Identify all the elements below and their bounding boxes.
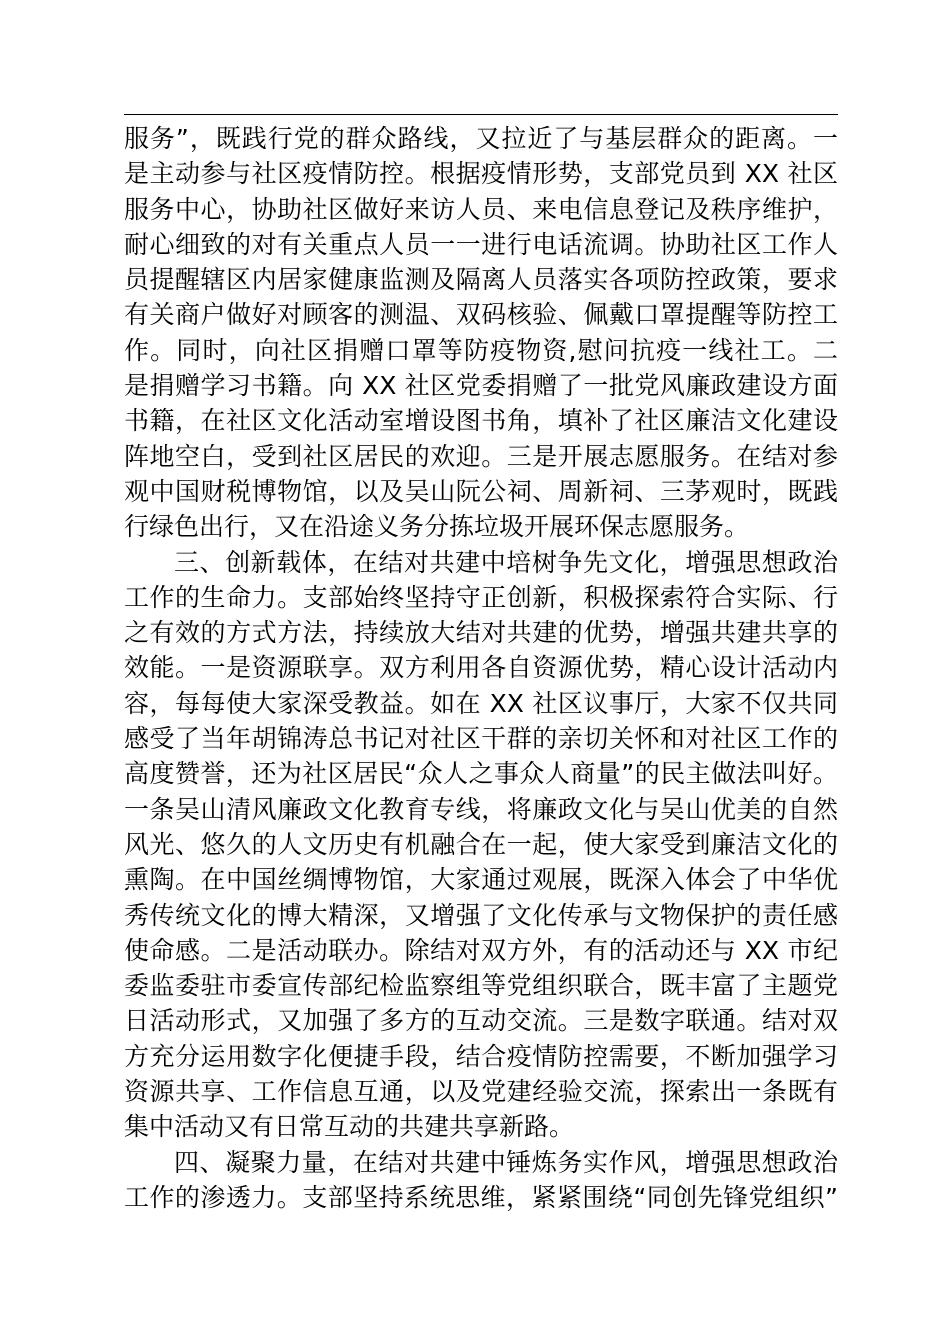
text-line: 日活动形式，又加强了多方的互动交流。三是数字联通。结对双 — [124, 1006, 838, 1036]
text-line: 服务中心，协助社区做好来访人员、来电信息登记及秩序维护， — [124, 194, 838, 224]
text-line: 是捐赠学习书籍。向 XX 社区党委捐赠了一批党风廉政建设方面 — [124, 371, 838, 401]
text-line: 行绿色出行，又在沿途义务分拣垃圾开展环保志愿服务。 — [124, 512, 750, 542]
text-line: 风光、悠久的人文历史有机融合在一起，使大家受到廉洁文化的 — [124, 829, 838, 859]
text-line: 容，每每使大家深受教益。如在 XX 社区议事厅，大家不仅共同 — [124, 688, 838, 718]
text-line: 有关商户做好对顾客的测温、双码核验、佩戴口罩提醒等防控工 — [124, 300, 838, 330]
text-line: 服务”，既践行党的群众路线，又拉近了与基层群众的距离。一 — [124, 124, 838, 153]
text-line: 熏陶。在中国丝绸博物馆，大家通过观展，既深入体会了中华优 — [124, 865, 838, 895]
text-line: 资源共享、工作信息互通，以及党建经验交流，探索出一条既有 — [124, 1077, 838, 1107]
text-line: 员提醒辖区内居家健康监测及隔离人员落实各项防控政策，要求 — [124, 265, 838, 295]
text-line: 耐心细致的对有关重点人员一一进行电话流调。协助社区工作人 — [124, 229, 838, 259]
text-line: 高度赞誉，还为社区居民“众人之事众人商量”的民主做法叫好。 — [124, 759, 838, 789]
text-line: 秀传统文化的博大精深，又增强了文化传承与文物保护的责任感 — [124, 900, 838, 930]
text-line: 工作的渗透力。支部坚持系统思维，紧紧围绕“同创先锋党组织” — [124, 1182, 838, 1212]
header-rule — [124, 114, 838, 115]
text-line: 三、创新载体，在结对共建中培树争先文化，增强思想政治 — [174, 547, 838, 577]
text-line: 使命感。二是活动联办。除结对双方外，有的活动还与 XX 市纪 — [124, 935, 838, 965]
text-line: 观中国财税博物馆，以及吴山阮公祠、周新祠、三茅观时，既践 — [124, 476, 838, 506]
text-line: 感受了当年胡锦涛总书记对社区干群的亲切关怀和对社区工作的 — [124, 724, 838, 754]
text-line: 效能。一是资源联享。双方利用各自资源优势，精心设计活动内 — [124, 653, 838, 683]
text-line: 四、凝聚力量，在结对共建中锤炼务实作风，增强思想政治 — [174, 1147, 838, 1177]
text-line: 集中活动又有日常互动的共建共享新路。 — [124, 1112, 575, 1142]
text-line: 书籍，在社区文化活动室增设图书角，填补了社区廉洁文化建设 — [124, 406, 838, 436]
text-line: 之有效的方式方法，持续放大结对共建的优势，增强共建共享的 — [124, 618, 838, 648]
text-line: 委监委驻市委宣传部纪检监察组等党组织联合，既丰富了主题党 — [124, 971, 838, 1001]
text-line: 作。同时，向社区捐赠口罩等防疫物资,慰问抗疫一线社工。二 — [124, 335, 838, 365]
text-line: 是主动参与社区疫情防控。根据疫情形势，支部党员到 XX 社区 — [124, 159, 838, 189]
body-text — [124, 121, 838, 1215]
text-line: 一条吴山清风廉政文化教育专线，将廉政文化与吴山优美的自然 — [124, 794, 838, 824]
text-line: 工作的生命力。支部始终坚持守正创新，积极探索符合实际、行 — [124, 582, 838, 612]
text-line: 方充分运用数字化便捷手段，结合疫情防控需要，不断加强学习 — [124, 1041, 838, 1071]
text-line: 阵地空白，受到社区居民的欢迎。三是开展志愿服务。在结对参 — [124, 441, 838, 471]
